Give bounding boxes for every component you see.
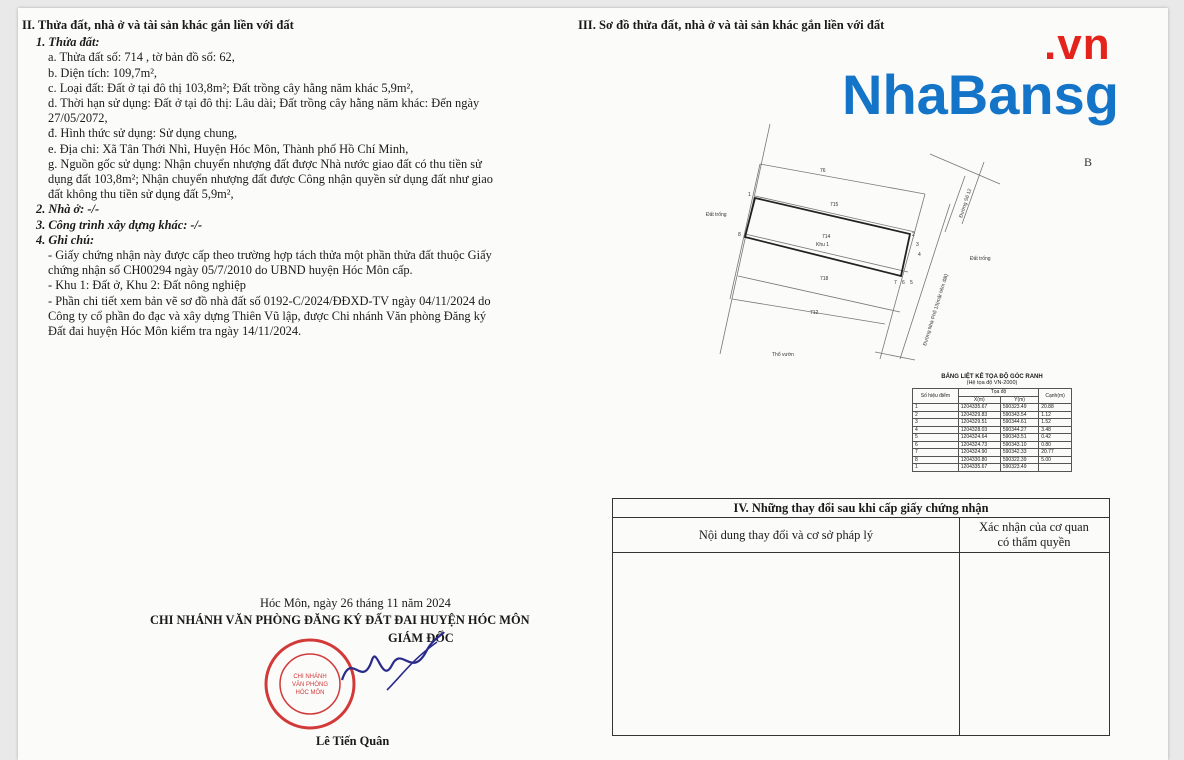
table-cell: 0.42 [1039,434,1072,442]
table-cell: 5.00 [1039,456,1072,464]
table-cell: 1204330.80 [958,456,1000,464]
table-cell: 1204324.64 [958,434,1000,442]
changes-table [612,498,1110,736]
table-cell: 3 [913,419,959,427]
land-line: đ. Hình thức sử dụng: Sử dụng chung, [48,126,238,141]
note-line: - Giấy chứng nhận này được cấp theo trường hợp tách thửa một phần thửa đất thuộc Giấy [48,248,492,263]
map-road-label: Đường Nhà Phố 13(mặt hẻm đất) [922,273,950,347]
map-parcel-label: 718 [820,276,829,282]
issuing-office: CHI NHÁNH VĂN PHÒNG ĐĂNG KÝ ĐẤT ĐAI HUYỆN HÓC MÔN [150,613,530,627]
note-line: Đất đai huyện Hóc Môn kiểm tra ngày 14/11/2024. [48,324,302,339]
table-cell: 590342.33 [1000,449,1038,457]
land-line: c. Loại đất: Đất ở tại đô thị 103,8m²; Đất trồng cây hằng năm khác 5,9m², [48,80,414,95]
table-cell: 590343.51 [1000,434,1038,442]
changes-title: IV. Những thay đổi sau khi cấp giấy chứng nhận [613,499,1109,518]
map-road-label: Đường Số 12 [958,187,974,219]
table-cell: 1204335.67 [958,464,1000,472]
notes-heading: 4. Ghi chú: [36,232,95,247]
map-parcel-label: 712 [810,310,819,316]
land-plot-map [700,114,1100,376]
coordinate-table-block [912,374,1072,472]
map-point-label: 2 [912,232,915,238]
table-cell: 1.12 [1039,411,1072,419]
table-cell: 1204329.83 [958,411,1000,419]
changes-col-content: Nội dung thay đổi và cơ sở pháp lý [613,518,960,552]
changes-col-confirmation [960,520,1108,550]
table-cell: 1 [913,404,959,412]
coordinate-table-title: BẢNG LIỆT KÊ TỌA ĐỘ GÓC RANH [941,374,1043,380]
land-line: b. Diện tích: 109,7m², [48,65,158,80]
table-cell: 590344.61 [1000,419,1038,427]
land-line: đất không thu tiền sử dụng đất 5,9m², [48,187,234,202]
map-point-label: 6 [902,280,905,286]
table-cell [1039,464,1072,472]
table-row [913,464,1072,472]
map-point-label: 1 [748,192,751,198]
table-row [913,434,1072,442]
table-cell: 1.52 [1039,419,1072,427]
table-cell: 7 [913,449,959,457]
table-row [913,419,1072,427]
section-2-title: II. Thửa đất, nhà ở và tài sản khác gắn liền với đất [22,18,294,32]
table-header: Số hiệu điểm [913,389,959,404]
table-row [913,411,1072,419]
table-cell: 590344.27 [1000,426,1038,434]
map-parcel-label: 715 [830,202,839,208]
coordinate-table [912,388,1072,472]
map-point-label: 4 [918,252,921,258]
table-row [913,456,1072,464]
signer-title: GIÁM ĐỐC [388,631,454,645]
signer-name: Lê Tiến Quân [316,734,390,748]
table-cell: 20.88 [1039,404,1072,412]
north-arrow-icon: B [1084,155,1093,169]
changes-col-confirmation-line: Xác nhận của cơ quan [979,520,1089,534]
table-cell: 590323.49 [1000,404,1038,412]
land-line: a. Thửa đất số: 714 , tờ bản đồ số: 62, [48,50,235,65]
table-cell: 8 [913,456,959,464]
watermark-domain: .vn [1044,20,1111,69]
svg-text:HÓC MÔN: HÓC MÔN [295,690,325,696]
table-cell: 4 [913,426,959,434]
note-line: - Khu 1: Đất ở, Khu 2: Đất nông nghiệp [48,278,246,293]
house-heading: 2. Nhà ở: -/- [36,202,100,217]
table-row [913,404,1072,412]
table-cell: 1204324.90 [958,449,1000,457]
table-cell: 5 [913,434,959,442]
map-parcel-label: Khu 1 [816,242,830,248]
map-area-label: Đất trống [706,212,727,218]
land-info-section [22,18,542,339]
map-area-label: Đất trống [970,256,991,262]
table-cell: 20.77 [1039,449,1072,457]
coordinate-table-subtitle: (Hệ tọa độ VN-2000) [966,380,1018,386]
table-cell: 1204328.03 [958,426,1000,434]
table-header: Cạnh(m) [1039,389,1072,404]
table-row [913,441,1072,449]
table-row [913,426,1072,434]
table-cell: 0.80 [1039,441,1072,449]
table-cell: 590322.39 [1000,456,1038,464]
table-cell: 1204324.73 [958,441,1000,449]
map-parcel-label: 76 [820,168,826,174]
table-cell: 2 [913,411,959,419]
land-heading: 1. Thửa đất: [36,35,100,50]
note-line: chứng nhận số CH00294 ngày 05/7/2010 do UBND huyện Hóc Môn cấp. [48,263,413,278]
changes-col-confirmation-line: có thẩm quyền [997,535,1071,549]
table-header: Y(m) [1000,396,1038,404]
map-point-label: 7 [894,280,897,286]
map-parcel-label: 714 [822,234,831,240]
svg-text:CHI NHÁNH: CHI NHÁNH [293,674,327,680]
note-line: Công ty cổ phần đo đạc và xây dựng Thiên Vũ lập, được Chi nhánh Văn phòng Đăng ký [48,308,487,323]
section-3-title: III. Sơ đồ thửa đất, nhà ở và tài sản khác gắn liền với đất [578,18,885,32]
table-cell: 6 [913,441,959,449]
land-line: dụng đất 103,8m²; Nhận chuyển nhượng đất được Công nhận quyền sử dụng đất như giao [48,172,493,187]
land-line: g. Nguồn gốc sử dụng: Nhận chuyển nhượng đất được Nhà nước giao đất có thu tiền sử [48,156,482,171]
svg-text:VĂN PHÒNG: VĂN PHÒNG [291,682,329,688]
land-line: e. Địa chỉ: Xã Tân Thới Nhì, Huyện Hóc Môn, Thành phố Hồ Chí Minh, [48,141,409,156]
table-cell: 590323.49 [1000,464,1038,472]
table-header: Tọa độ [958,389,1038,397]
column-divider [959,552,960,735]
note-line: - Phần chi tiết xem bản vẽ sơ đồ nhà đất số 0192-C/2024/ĐĐXD-TV ngày 04/11/2024 do [48,293,491,308]
table-cell: 1 [913,464,959,472]
table-cell: 590343.54 [1000,411,1038,419]
table-cell: 1204329.51 [958,419,1000,427]
other-works-heading: 3. Công trình xây dựng khác: -/- [36,217,203,232]
table-cell: 1204335.67 [958,404,1000,412]
map-point-label: 5 [910,280,913,286]
watermark-brand: NhaBansg [842,63,1119,126]
signature-icon [332,620,452,700]
land-line: 27/05/2072, [48,111,108,126]
land-line: d. Thời hạn sử dụng: Đất ở tại đô thị: Lâu dài; Đất trồng cây hằng năm khác: Đến ngày [48,96,480,111]
table-row [913,449,1072,457]
table-header: X(m) [958,396,1000,404]
map-point-label: 8 [738,232,741,238]
issue-date: Hóc Môn, ngày 26 tháng 11 năm 2024 [260,596,451,610]
map-area-label: Thổ vườn [772,352,794,358]
table-cell: 3.48 [1039,426,1072,434]
map-point-label: 3 [916,242,919,248]
table-cell: 590343.10 [1000,441,1038,449]
